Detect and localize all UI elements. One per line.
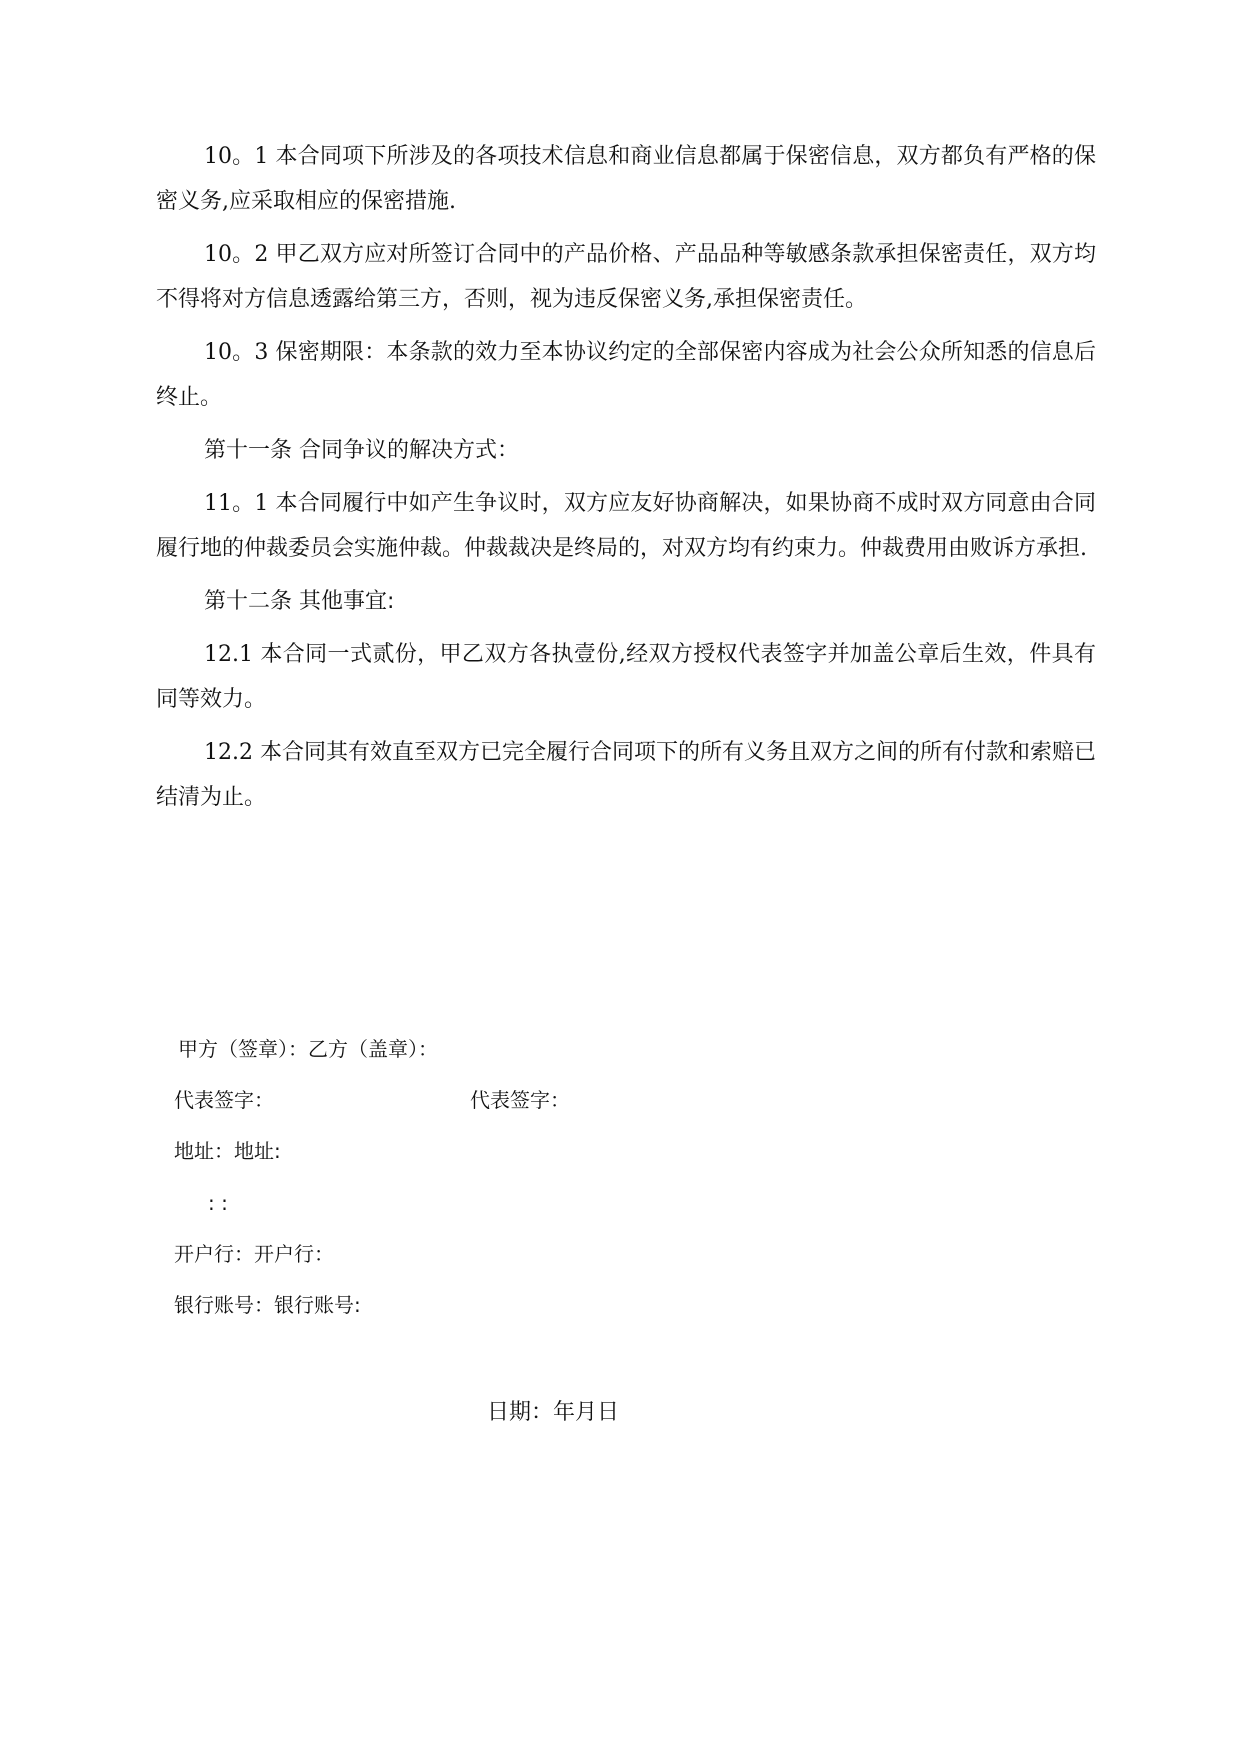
bank-line: 开户行：开户行：: [174, 1242, 334, 1266]
account-line: 银行账号：银行账号:: [174, 1293, 361, 1317]
clause-12-1: 12.1 本合同一式贰份，甲乙双方各执壹份,经双方授权代表签字并加盖公章后生效，件具有同等效力。: [156, 642, 1096, 712]
signature-parties: 甲方（签章）：乙方（盖章）：: [178, 1037, 438, 1061]
clause-10-1: 10。1 本合同项下所涉及的各项技术信息和商业信息都属于保密信息，双方都负有严格的保密义务,应采取相应的保密措施.: [156, 144, 1096, 214]
contract-body: [156, 134, 1096, 828]
clause-10-2: 10。2 甲乙双方应对所签订合同中的产品价格、产品品种等敏感条款承担保密责任，双方均不得将对方信息透露给第三方，否则，视为违反保密义务,承担保密责任。: [156, 242, 1096, 312]
representative-b: 代表签字：: [470, 1088, 570, 1112]
article-12-heading: 第十二条 其他事宜:: [204, 589, 395, 614]
representative-a: 代表签字：: [174, 1088, 274, 1112]
clause-10-3: 10。3 保密期限：本条款的效力至本协议约定的全部保密内容成为社会公众所知悉的信息后终止。: [156, 340, 1096, 410]
clause-11-1: 11。1 本合同履行中如产生争议时，双方应友好协商解决，如果协商不成时双方同意由合同履行地的仲裁委员会实施仲裁。仲裁裁决是终局的，对双方均有约束力。仲裁费用由败诉方承担.: [156, 491, 1096, 561]
clause-12-2: 12.2 本合同其有效直至双方已完全履行合同项下的所有义务且双方之间的所有付款和索赔已结清为止。: [156, 740, 1096, 810]
date-line: 日期：年月日: [487, 1400, 620, 1425]
address-line: 地址：地址:: [174, 1139, 281, 1163]
colon-line: : :: [208, 1191, 228, 1215]
article-11-heading: 第十一条 合同争议的解决方式：: [204, 438, 519, 463]
